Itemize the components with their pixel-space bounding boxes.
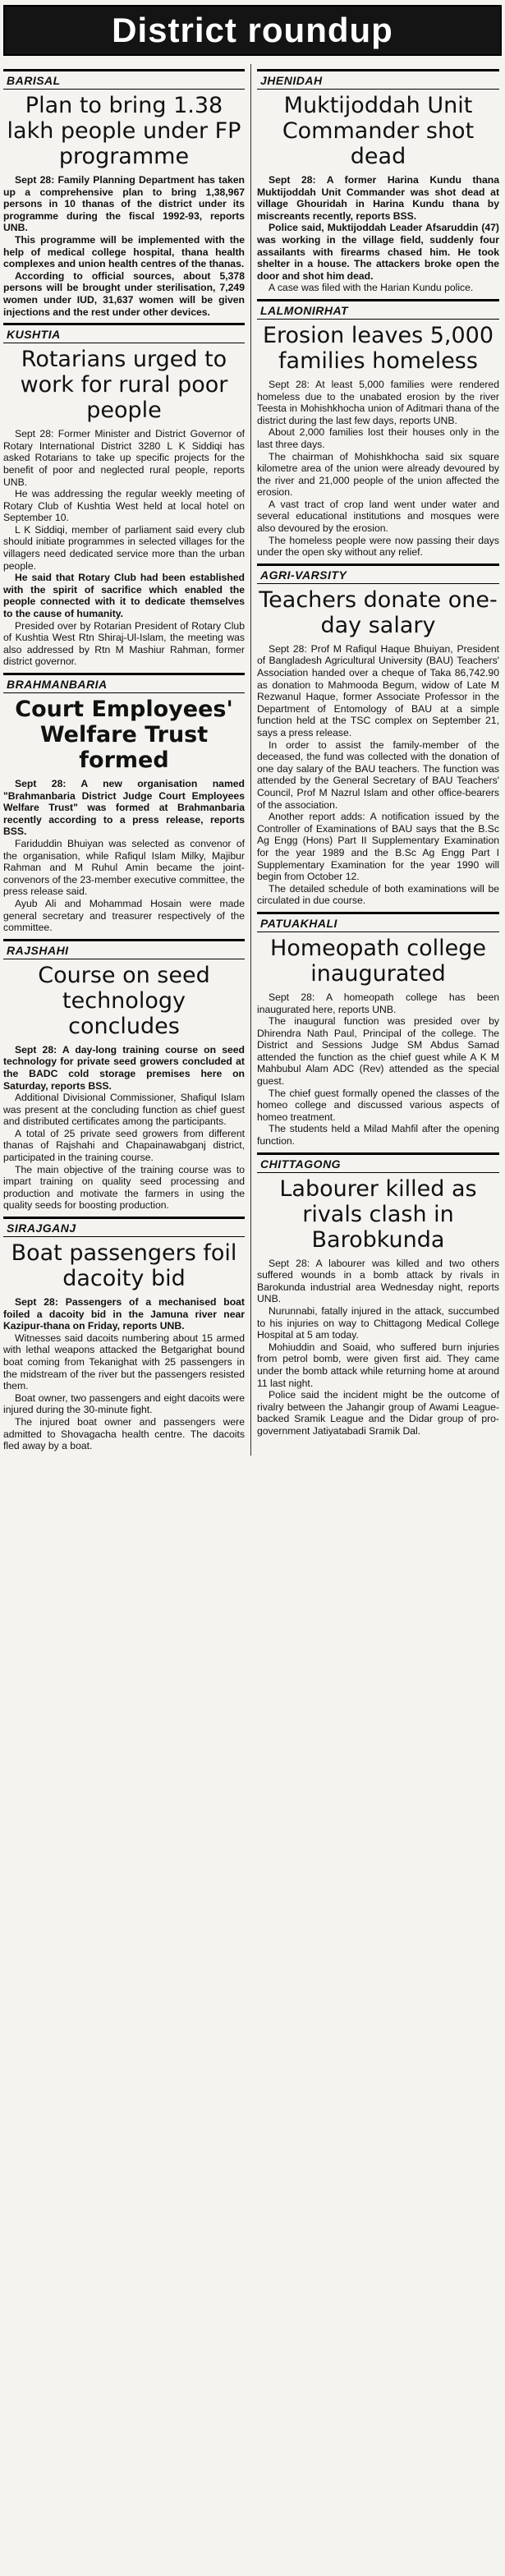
story-kushtia [3, 323, 245, 668]
headline: Boat passengers foil dacoity bid [11, 1240, 237, 1292]
story-rajshahi [3, 939, 245, 1212]
paragraph: According to official sources, about 5,378 persons will be brought under sterilisation, 7,249 women under IUD, 31,637 women will be given injections and the rest under other devices. [3, 269, 245, 318]
story-sirajganj [3, 1217, 245, 1452]
section-label: BRAHMANBARIA [3, 673, 245, 693]
paragraph: Sept 28: A homeopath college has been inaugurated here, reports UNB. [257, 991, 499, 1015]
paragraph: L K Siddiqi, member of parliament said every club should initiate programmes in selected villages for the villagers need dedicated service more than the urban people. [3, 523, 245, 572]
paragraph: This programme will be implemented with the help of medical college hospital, thana health complexes and union health centres of the thanas. [3, 233, 245, 270]
paragraph: Sept 28: Prof M Rafiqul Haque Bhuiyan, President of Bangladesh Agricultural University (BAU) Teachers' Association handed over a cheque of Taka 86,742.90 as donation to Mahmooda Begum, widow of Late M Rezwanul Haque, former Associate Professor in the Department of Entomology of BAU at a simple function held at the TSC complex on September 21, says a press release. [257, 642, 499, 738]
paragraph: The main objective of the training course was to impart training on quality seed processing and production and motivate the farmers in using the quality seeds for boosting production. [3, 1163, 245, 1212]
page-title: District roundup [112, 11, 393, 49]
paragraph: Another report adds: A notification issued by the Controller of Examinations of BAU says that the B.Sc Ag Engg (Hons) Part II Supplementary Examination for the year 1989 and the B.Sc Ag Engg Part I Supplementary Examination for the year 1990 will begin from October 12. [257, 811, 499, 883]
section-label: AGRI-VARSITY [257, 564, 499, 584]
paragraph: The students held a Milad Mahfil after the opening function. [257, 1123, 499, 1148]
paragraph: Sept 28: A former Harina Kundu thana Muktijoddah Unit Commander was shot dead at village Ghouridah in Harina Kundu thana by miscreants recently, reports BSS. [257, 174, 499, 222]
paragraph: About 2,000 families lost their houses only in the last three days. [257, 426, 499, 450]
paragraph: Sept 28: A new organisation named "Brahmanbaria District Judge Court Employees Welfare Trust" was formed at Brahmanbaria recently according to a press release, reports BSS. [3, 778, 245, 838]
columns [3, 64, 502, 1456]
section-label: PATUAKHALI [257, 912, 499, 932]
paragraph: Sept 28: Former Minister and District Governor of Rotary International District 3280 L K Siddiqi has asked Rotarians to take up specific projects for the benefit of poor and neglected rural people, reports UNB. [3, 428, 245, 488]
paragraph: Sept 28: A labourer was killed and two others suffered wounds in a bomb attack by rivals in Barokunda industrial area Wednesday night, reports UNB. [257, 1257, 499, 1305]
headline: Labourer killed as rivals clash in Barobkunda [279, 1175, 477, 1253]
story-chittagong [257, 1152, 499, 1438]
section-label: BARISAL [3, 69, 245, 90]
paragraph: Police said, Muktijoddah Leader Afsaruddin (47) was working in the village field, suddenly four assailants with firearms chased him. He took shelter in a house. The attackers broke open the door and shot him dead. [257, 222, 499, 282]
paragraph: Additional Divisional Commissioner, Shafiqul Islam was present at the concluding function as chief guest and distributed certificates among the participants. [3, 1092, 245, 1128]
paragraph: Sept 28: Passengers of a mechanised boat foiled a dacoity bid in the Jamuna river near Kazipur-thana on Friday, reports UNB. [3, 1296, 245, 1332]
page-title-banner [3, 5, 502, 56]
headline: Erosion leaves 5,000 families homeless [262, 322, 494, 374]
paragraph: Boat owner, two passengers and eight dacoits were injured during the 30-minute fight. [3, 1392, 245, 1416]
paragraph: The detailed schedule of both examinations will be circulated in due course. [257, 882, 499, 907]
headline: Rotarians urged to work for rural poor people [20, 347, 228, 424]
paragraph: The inaugural function was presided over by Dhirendra Nath Paul, Principal of the college. The District and Sessions Judge SM Abdus Samad attended the function as the chief guest while A K M Mahbubul Alam ADC (Rev) attended as the special guest. [257, 1015, 499, 1088]
section-label: LALMONIRHAT [257, 299, 499, 320]
story-agri-varsity [257, 564, 499, 907]
story-jhenidah [257, 69, 499, 294]
headline: Course on seed technology concludes [38, 962, 210, 1039]
headline: Teachers donate one-day salary [259, 586, 498, 638]
left-column [3, 64, 251, 1456]
paragraph: The homeless people were now passing their days under the open sky without any relief. [257, 534, 499, 559]
section-label: JHENIDAH [257, 69, 499, 90]
section-label: RAJSHAHI [3, 939, 245, 959]
paragraph: He was addressing the regular weekly meeting of Rotary Club of Kushtia West held at local hotel on September 10. [3, 488, 245, 524]
headline: Homeopath college inaugurated [270, 935, 486, 987]
section-label: KUSHTIA [3, 323, 245, 343]
story-patuakhali [257, 912, 499, 1148]
paragraph: Witnesses said dacoits numbering about 15 armed with lethal weapons attacked the Betgarighat bound boat coming from Tekanighat with 25 passengers in the midstream of the river but the passengers resisted them. [3, 1332, 245, 1392]
story-barisal [3, 69, 245, 318]
paragraph: The injured boat owner and passengers were admitted to Shovagacha health centre. The dacoits fled away by a boat. [3, 1415, 245, 1452]
section-label: SIRAJGANJ [3, 1217, 245, 1237]
story-lalmonirhat [257, 299, 499, 559]
paragraph: Sept 28: At least 5,000 families were rendered homeless due to the unabated erosion by the river Teesta in Mohishkhocha union of Aditmari thana of the district during the last few days, reports UNB. [257, 378, 499, 426]
right-column [251, 64, 499, 1456]
paragraph: Fariduddin Bhuiyan was selected as convenor of the organisation, while Rafiqul Islam Milky, Majibur Rahman and M Ruhul Amin became the joint-convenors of the 23-member executive committee, the press release said. [3, 837, 245, 898]
paragraph: The chief guest formally opened the classes of the homeo college and discussed various aspects of homeo treatment. [257, 1087, 499, 1123]
paragraph: A vast tract of crop land went under water and several educational institutions and mosques were also devoured by the erosion. [257, 498, 499, 535]
paragraph: Sept 28: Family Planning Department has taken up a comprehensive plan to bring 1,38,967 persons in 10 thanas of the district under its programme during the fiscal 1992-93, reports UNB. [3, 174, 245, 234]
paragraph: Police said the incident might be the outcome of rivalry between the Jahangir group of Awami League-backed Sramik League and the Didar group of pro-government Jatiyatabadi Sramik Dal. [257, 1389, 499, 1437]
headline: Plan to bring 1.38 lakh people under FP programme [7, 93, 241, 169]
paragraph: Presided over by Rotarian President of Rotary Club of Kushtia West Rtn Shiraj-Ul-Islam, the meeting was also addressed by Rtn M Mashiur Rahman, former district governor. [3, 619, 245, 668]
paragraph: Nurunnabi, fatally injured in the attack, succumbed to his injuries on way to Chittagong Medical College Hospital at 5 am today. [257, 1305, 499, 1341]
paragraph: Mohiuddin and Soaid, who suffered burn injuries from petrol bomb, were given first aid. They came under the bomb attack while returning home at around 11 last night. [257, 1341, 499, 1389]
headline: Court Employees' Welfare Trust formed [15, 697, 233, 773]
paragraph: Ayub Ali and Mohammad Hosain were made general secretary and treasurer respectively of the committee. [3, 897, 245, 934]
paragraph: Sept 28: A day-long training course on seed technology for private seed growers concluded at the BADC cold storage premises here on Saturday, reports BSS. [3, 1043, 245, 1092]
paragraph: The chairman of Mohishkhocha said six square kilometre area of the union were already devoured by the river and 21,000 people of the union affected the erosion. [257, 450, 499, 499]
paragraph: A total of 25 private seed growers from different thanas of Rajshahi and Chapainawabganj district, participated in the training course. [3, 1127, 245, 1164]
headline: Muktijoddah Unit Commander shot dead [282, 93, 475, 169]
section-label: CHITTAGONG [257, 1152, 499, 1173]
story-brahmanbaria [3, 673, 245, 934]
paragraph: A case was filed with the Harian Kundu police. [269, 282, 474, 294]
paragraph: He said that Rotary Club had been established with the spirit of sacrifice which enabled the people connected with it to dedicate themselves to the cause of humanity. [3, 572, 245, 620]
paragraph: In order to assist the family-member of the deceased, the fund was collected with the donation of one day salary of the BAU teachers. The function was attended by the General Secretary of BAU Teachers' Council, Prof M Nazrul Islam and other office-bearers of the association. [257, 738, 499, 811]
